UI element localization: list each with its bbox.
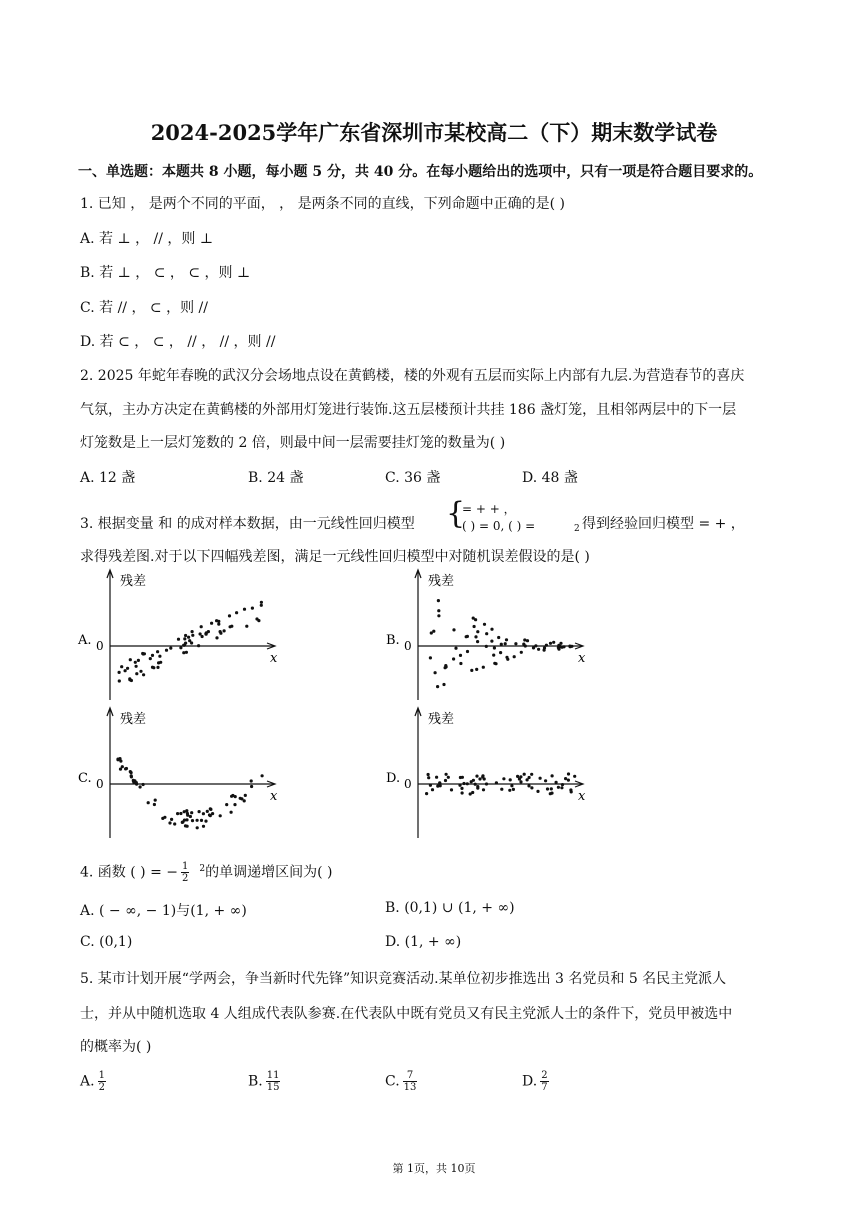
residual-point bbox=[231, 794, 234, 797]
q5-option-d-label: D. bbox=[522, 1073, 538, 1090]
residual-point bbox=[225, 803, 228, 806]
residual-point bbox=[508, 789, 511, 792]
residual-point bbox=[473, 625, 476, 628]
residual-point bbox=[481, 775, 484, 778]
residual-point bbox=[215, 636, 218, 639]
residual-point bbox=[243, 608, 246, 611]
residual-point bbox=[130, 775, 133, 778]
residual-point bbox=[475, 668, 478, 671]
residual-point bbox=[196, 826, 199, 829]
x-axis-label: x bbox=[578, 651, 586, 666]
q5-option-b-fraction bbox=[266, 1070, 281, 1093]
residual-point bbox=[466, 782, 469, 785]
residual-point bbox=[184, 642, 187, 645]
residual-point bbox=[243, 799, 246, 802]
q5-option-c-label: C. bbox=[385, 1073, 400, 1090]
residual-point bbox=[201, 635, 204, 638]
residual-point bbox=[135, 665, 138, 668]
residual-point bbox=[450, 788, 453, 791]
residual-point bbox=[493, 646, 496, 649]
residual-point bbox=[119, 768, 122, 771]
residual-point bbox=[250, 785, 253, 788]
residual-point bbox=[163, 816, 166, 819]
x-axis-label: x bbox=[578, 789, 586, 804]
q4-option-d: D. (1, + ∞) bbox=[385, 934, 462, 950]
residual-point bbox=[149, 657, 152, 660]
q5-option-a bbox=[80, 1070, 106, 1093]
plot-option-label: C. bbox=[78, 771, 92, 786]
residual-point bbox=[186, 814, 189, 817]
residual-point bbox=[260, 604, 263, 607]
residual-plot-c bbox=[74, 704, 294, 844]
q4-option-a: A. ( − ∞, − 1)与(1, + ∞) bbox=[80, 903, 247, 919]
residual-point bbox=[567, 779, 570, 782]
residual-point bbox=[447, 776, 450, 779]
residual-point bbox=[255, 617, 258, 620]
residual-point bbox=[506, 658, 509, 661]
residual-point bbox=[474, 783, 477, 786]
residual-point bbox=[219, 814, 222, 817]
residual-point bbox=[500, 643, 503, 646]
fraction-numerator: 7 bbox=[403, 1070, 418, 1082]
q5-option-b bbox=[248, 1070, 280, 1093]
fraction-numerator: 1 bbox=[98, 1070, 105, 1081]
residual-point bbox=[490, 640, 493, 643]
residual-point bbox=[436, 785, 439, 788]
q1-option-a: A. 若 ⊥ ， // ，则 ⊥ bbox=[80, 231, 214, 247]
x-axis-label: x bbox=[270, 651, 278, 666]
residual-point bbox=[430, 631, 433, 634]
residual-point bbox=[434, 671, 437, 674]
residual-point bbox=[199, 632, 202, 635]
residual-point bbox=[461, 776, 464, 779]
residual-point bbox=[520, 651, 523, 654]
residual-point bbox=[562, 645, 565, 648]
residual-point bbox=[228, 614, 231, 617]
residual-point bbox=[210, 622, 213, 625]
residual-point bbox=[476, 630, 479, 633]
residual-point bbox=[129, 770, 132, 773]
residual-point bbox=[452, 628, 455, 631]
residual-point bbox=[513, 655, 516, 658]
page-title: 2024-2025学年广东省深圳市某校高二（下）期末数学试卷 bbox=[150, 120, 718, 145]
residual-point bbox=[124, 669, 127, 672]
residual-point bbox=[476, 787, 479, 790]
residual-point bbox=[460, 787, 463, 790]
residual-point bbox=[454, 647, 457, 650]
residual-point bbox=[550, 787, 553, 790]
residual-point bbox=[197, 644, 200, 647]
residual-point bbox=[183, 637, 186, 640]
residual-point bbox=[427, 776, 430, 779]
q3-system-row-2: ( ) = 0, ( ) = bbox=[462, 519, 536, 533]
residual-point bbox=[235, 611, 238, 614]
q4-superscript: 2 bbox=[199, 863, 206, 874]
residual-point bbox=[118, 679, 121, 682]
y-axis-label: 残差 bbox=[120, 712, 147, 727]
residual-point bbox=[560, 786, 563, 789]
residual-point bbox=[490, 628, 493, 631]
residual-point bbox=[516, 775, 519, 778]
residual-point bbox=[509, 778, 512, 781]
residual-point bbox=[139, 670, 142, 673]
residual-point bbox=[170, 818, 173, 821]
q3-line-1-a: 3. 根据变量 和 的成对样本数据，由一元线性回归模型 bbox=[80, 516, 415, 532]
residual-point bbox=[134, 661, 137, 664]
q2-line-3: 灯笼数是上一层灯笼数的 2 倍，则最中间一层需要挂灯笼的数量为( ) bbox=[80, 435, 506, 451]
residual-point bbox=[179, 646, 182, 649]
residual-point bbox=[429, 656, 432, 659]
residual-point bbox=[186, 825, 189, 828]
residual-point bbox=[505, 638, 508, 641]
residual-point bbox=[196, 819, 199, 822]
residual-point bbox=[233, 803, 236, 806]
residual-point bbox=[207, 630, 210, 633]
residual-point bbox=[500, 788, 503, 791]
residual-point bbox=[523, 773, 526, 776]
residual-point bbox=[474, 618, 477, 621]
q5-option-c-fraction bbox=[403, 1070, 418, 1093]
residual-point bbox=[158, 655, 161, 658]
fraction-denominator: 7 bbox=[541, 1082, 548, 1093]
q4-option-b: B. (0,1) ∪ (1, + ∞) bbox=[385, 900, 515, 916]
q5-option-d bbox=[522, 1070, 549, 1093]
residual-point bbox=[537, 648, 540, 651]
residual-point bbox=[250, 779, 253, 782]
residual-point bbox=[191, 819, 194, 822]
fraction-denominator: 13 bbox=[403, 1082, 417, 1093]
residual-point bbox=[209, 807, 212, 810]
residual-point bbox=[512, 788, 515, 791]
residual-point bbox=[527, 784, 530, 787]
residual-point bbox=[573, 775, 576, 778]
residual-point bbox=[444, 779, 447, 782]
residual-point bbox=[545, 644, 548, 647]
residual-point bbox=[459, 662, 462, 665]
residual-point bbox=[444, 664, 447, 667]
residual-point bbox=[125, 767, 128, 770]
residual-point bbox=[217, 623, 220, 626]
residual-point bbox=[153, 803, 156, 806]
residual-point bbox=[471, 791, 474, 794]
q3-system-superscript: 2 bbox=[574, 524, 580, 534]
residual-point bbox=[499, 651, 502, 654]
x-axis-label: x bbox=[270, 789, 278, 804]
residual-point bbox=[534, 644, 537, 647]
residual-point bbox=[522, 643, 525, 646]
residual-plot-b bbox=[382, 566, 602, 706]
residual-point bbox=[209, 814, 212, 817]
residual-point bbox=[519, 780, 522, 783]
residual-point bbox=[205, 633, 208, 636]
residual-point bbox=[151, 654, 154, 657]
residual-point bbox=[510, 784, 513, 787]
y-axis-label: 残差 bbox=[428, 712, 455, 727]
fraction-numerator: 2 bbox=[541, 1070, 548, 1081]
residual-point bbox=[544, 779, 547, 782]
residual-point bbox=[425, 792, 428, 795]
residual-point bbox=[132, 780, 135, 783]
q4-option-c: C. (0,1) bbox=[80, 934, 133, 950]
residual-point bbox=[219, 632, 222, 635]
residual-point bbox=[483, 623, 486, 626]
residual-point bbox=[478, 777, 481, 780]
residual-point bbox=[561, 783, 564, 786]
plot-option-label: A. bbox=[78, 633, 92, 648]
q1-option-d: D. 若 ⊂ ， ⊂ ， // ， // ，则 // bbox=[80, 334, 276, 350]
residual-point bbox=[519, 775, 522, 778]
residual-point bbox=[230, 811, 233, 814]
residual-point bbox=[492, 654, 495, 657]
residual-point bbox=[474, 635, 477, 638]
residual-point bbox=[202, 812, 205, 815]
q1-option-b: B. 若 ⊥ ， ⊂ ， ⊂ ，则 ⊥ bbox=[80, 265, 251, 281]
residual-point bbox=[485, 645, 488, 648]
residual-point bbox=[549, 642, 552, 645]
plot-option-label: B. bbox=[386, 633, 400, 648]
residual-point bbox=[466, 635, 469, 638]
q3-line-2: 求得残差图.对于以下四幅残差图，满足一元线性回归模型中对随机误差假设的是( ) bbox=[80, 549, 590, 565]
residual-point bbox=[482, 666, 485, 669]
residual-point bbox=[185, 809, 188, 812]
residual-point bbox=[165, 649, 168, 652]
equation-brace: { bbox=[446, 496, 466, 531]
residual-point bbox=[188, 639, 191, 642]
residual-point bbox=[504, 642, 507, 645]
residual-point bbox=[437, 599, 440, 602]
residual-point bbox=[135, 672, 138, 675]
residual-point bbox=[514, 642, 517, 645]
q2-line-1: 2. 2025 年蛇年春晚的武汉分会场地点设在黄鹤楼，楼的外观有五层而实际上内部有九层.为营造春节的喜庆 bbox=[80, 368, 745, 384]
residual-point bbox=[142, 783, 145, 786]
residual-point bbox=[181, 821, 184, 824]
q2-line-2: 气氛，主办方决定在黄鹤楼的外部用灯笼进行装饰.这五层楼预计共挂 186 盏灯笼，且相邻两层中的下一层 bbox=[80, 402, 737, 418]
q4-fraction bbox=[181, 861, 189, 884]
residual-point bbox=[244, 794, 247, 797]
residual-point bbox=[141, 652, 144, 655]
residual-point bbox=[442, 683, 445, 686]
residual-point bbox=[229, 625, 232, 628]
residual-point bbox=[528, 776, 531, 779]
residual-point bbox=[495, 781, 498, 784]
residual-plot-a bbox=[74, 566, 294, 706]
residual-point bbox=[557, 648, 560, 651]
residual-point bbox=[126, 667, 129, 670]
residual-point bbox=[191, 634, 194, 637]
residual-point bbox=[168, 821, 171, 824]
q5-option-a-label: A. bbox=[80, 1073, 95, 1090]
residual-point bbox=[129, 658, 132, 661]
fraction-numerator: 11 bbox=[266, 1070, 280, 1081]
residual-point bbox=[452, 657, 455, 660]
q1-option-c: C. 若 // ， ⊂ ，则 // bbox=[80, 300, 208, 316]
residual-point bbox=[142, 673, 145, 676]
residual-point bbox=[185, 651, 188, 654]
residual-point bbox=[156, 666, 159, 669]
residual-point bbox=[120, 665, 123, 668]
q5-option-c bbox=[385, 1070, 417, 1093]
residual-point bbox=[557, 786, 560, 789]
residual-point bbox=[569, 645, 572, 648]
residual-point bbox=[198, 810, 201, 813]
q3-system-row-1: = + + ， bbox=[462, 502, 516, 516]
residual-point bbox=[543, 646, 546, 649]
residual-point bbox=[116, 758, 119, 761]
residual-point bbox=[177, 638, 180, 641]
section-heading: 一、单选题：本题共 8 小题，每小题 5 分，共 40 分。在每小题给出的选项中，只有一项是符合题目要求的。 bbox=[78, 164, 763, 180]
residual-point bbox=[546, 787, 549, 790]
residual-point bbox=[239, 797, 242, 800]
residual-point bbox=[261, 774, 264, 777]
zero-tick-label: 0 bbox=[96, 777, 104, 791]
residual-point bbox=[552, 641, 555, 644]
residual-point bbox=[187, 636, 190, 639]
residual-point bbox=[482, 788, 485, 791]
residual-point bbox=[459, 654, 462, 657]
residual-point bbox=[475, 775, 478, 778]
residual-point bbox=[200, 819, 203, 822]
q5-line-2: 士，并从中随机选取 4 人组成代表队参赛.在代表队中既有党员又有民主党派人士的条件下，党员甲被选中 bbox=[80, 1006, 733, 1022]
residual-point bbox=[179, 812, 182, 815]
q5-line-1: 5. 某市计划开展“学两会，争当新时代先锋”知识竞赛活动.某单位初步推选出 3 名党员和 5 名民主党派人 bbox=[80, 971, 727, 987]
residual-point bbox=[154, 799, 157, 802]
residual-point bbox=[245, 625, 248, 628]
residual-plot-d bbox=[382, 704, 602, 844]
residual-point bbox=[156, 650, 159, 653]
residual-point bbox=[472, 779, 475, 782]
residual-point bbox=[427, 773, 430, 776]
residual-point bbox=[462, 782, 465, 785]
q1-stem: 1. 已知 ， 是两个不同的平面， ， 是两条不同的直线，下列命题中正确的是( ) bbox=[80, 196, 565, 212]
residual-point bbox=[559, 642, 562, 645]
residual-point bbox=[437, 609, 440, 612]
q2-option-b: B. 24 盏 bbox=[248, 470, 304, 486]
residual-point bbox=[530, 773, 533, 776]
q5-line-3: 的概率为( ) bbox=[80, 1039, 152, 1055]
residual-point bbox=[564, 777, 567, 780]
q4-stem-b: 的单调递增区间为( ) bbox=[205, 864, 333, 881]
residual-point bbox=[251, 607, 254, 610]
page-footer: 第 1页，共 10页 bbox=[392, 1162, 476, 1175]
residual-point bbox=[530, 786, 533, 789]
residual-point bbox=[184, 634, 187, 637]
residual-point bbox=[476, 640, 479, 643]
residual-point bbox=[502, 777, 505, 780]
residual-point bbox=[147, 801, 150, 804]
residual-point bbox=[204, 820, 207, 823]
residual-point bbox=[151, 666, 154, 669]
fraction-denominator: 15 bbox=[266, 1082, 280, 1093]
residual-point bbox=[435, 776, 438, 779]
q5-option-b-label: B. bbox=[248, 1073, 263, 1090]
y-axis-label: 残差 bbox=[120, 574, 147, 589]
y-axis-label: 残差 bbox=[428, 574, 455, 589]
residual-point bbox=[523, 638, 526, 641]
residual-point bbox=[200, 625, 203, 628]
residual-point bbox=[445, 773, 448, 776]
residual-point bbox=[157, 661, 160, 664]
q2-option-d: D. 48 盏 bbox=[522, 470, 578, 486]
residual-point bbox=[458, 784, 461, 787]
residual-point bbox=[190, 811, 193, 814]
q3-line-1-b: 得到经验回归模型 = + ， bbox=[582, 516, 745, 532]
residual-point bbox=[223, 629, 226, 632]
q5-option-d-fraction bbox=[540, 1070, 548, 1093]
residual-point bbox=[202, 825, 205, 828]
residual-point bbox=[551, 774, 554, 777]
q5-option-a-fraction bbox=[98, 1070, 106, 1093]
zero-tick-label: 0 bbox=[96, 639, 104, 653]
residual-point bbox=[466, 650, 469, 653]
residual-point bbox=[191, 630, 194, 633]
residual-point bbox=[173, 822, 176, 825]
plot-option-label: D. bbox=[386, 771, 401, 786]
q2-option-c: C. 36 盏 bbox=[385, 470, 441, 486]
residual-point bbox=[550, 792, 553, 795]
residual-point bbox=[130, 679, 133, 682]
residual-point bbox=[570, 790, 573, 793]
residual-point bbox=[118, 671, 121, 674]
residual-point bbox=[169, 647, 172, 650]
q4-fraction-denominator: 2 bbox=[182, 873, 189, 884]
q4-fraction-numerator: 1 bbox=[182, 861, 189, 872]
residual-point bbox=[137, 659, 140, 662]
residual-point bbox=[567, 772, 570, 775]
zero-tick-label: 0 bbox=[404, 639, 412, 653]
residual-point bbox=[485, 782, 488, 785]
residual-point bbox=[555, 781, 558, 784]
fraction-denominator: 2 bbox=[98, 1082, 105, 1093]
residual-point bbox=[437, 614, 440, 617]
residual-point bbox=[206, 810, 209, 813]
residual-point bbox=[494, 662, 497, 665]
residual-point bbox=[485, 632, 488, 635]
q4-stem bbox=[80, 861, 332, 884]
residual-point bbox=[497, 636, 500, 639]
residual-point bbox=[429, 784, 432, 787]
residual-point bbox=[436, 685, 439, 688]
residual-point bbox=[139, 785, 142, 788]
residual-point bbox=[260, 601, 263, 604]
residual-point bbox=[461, 791, 464, 794]
q4-stem-a: 4. 函数 ( ) = − bbox=[80, 864, 178, 881]
residual-point bbox=[536, 790, 539, 793]
zero-tick-label: 0 bbox=[404, 777, 412, 791]
residual-point bbox=[470, 669, 473, 672]
residual-point bbox=[526, 639, 529, 642]
residual-point bbox=[539, 777, 542, 780]
q2-option-a: A. 12 盏 bbox=[80, 470, 136, 486]
residual-point bbox=[431, 788, 434, 791]
residual-point bbox=[176, 812, 179, 815]
